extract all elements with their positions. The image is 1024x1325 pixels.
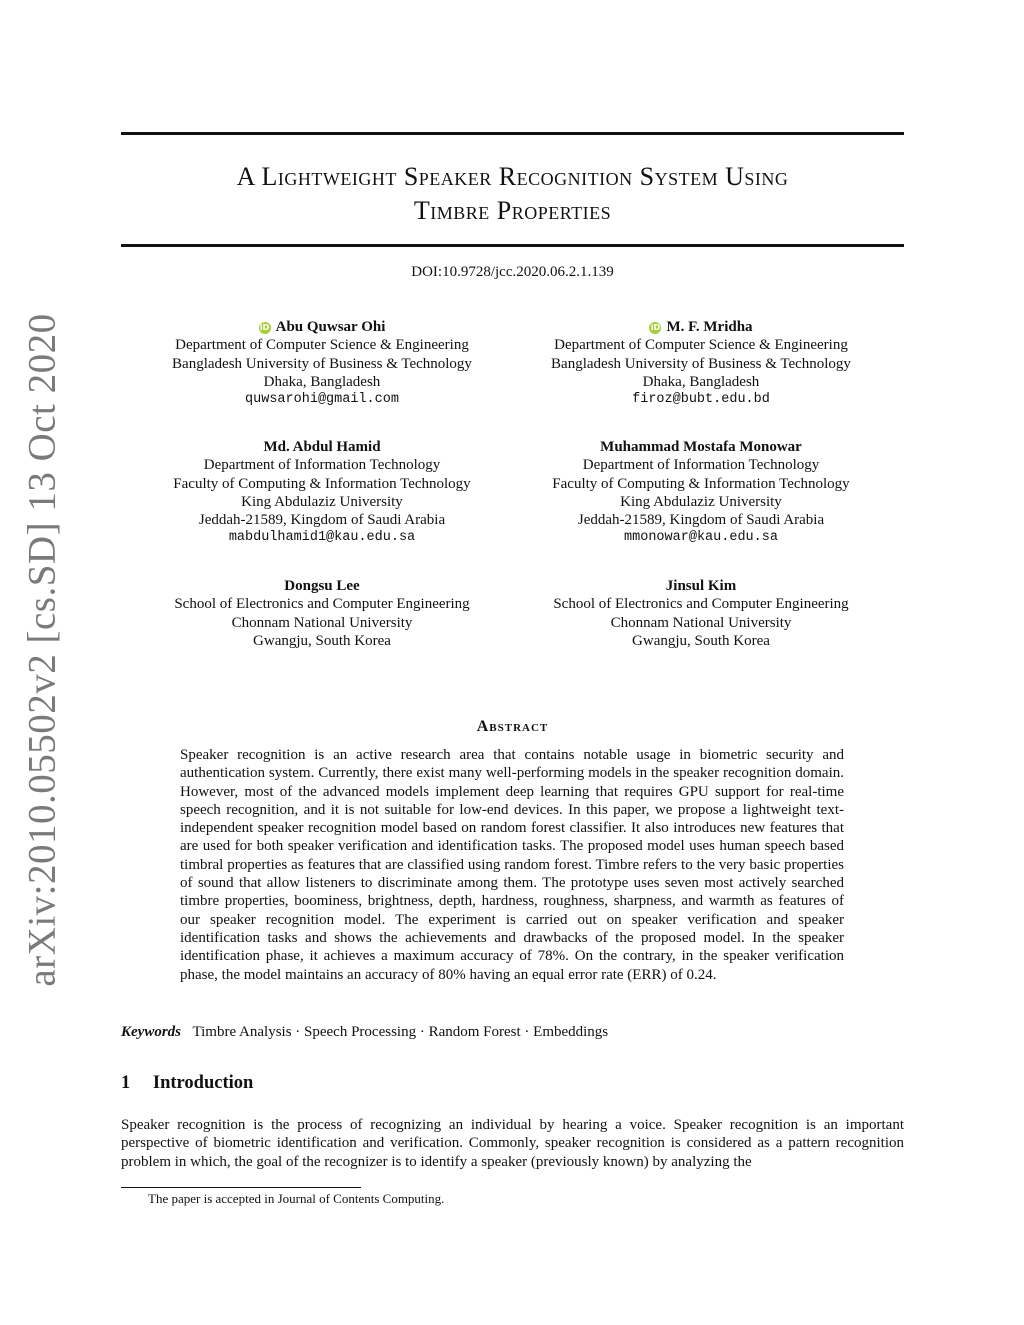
- author-name: Muhammad Mostafa Monowar: [600, 439, 802, 455]
- author-block: [127, 577, 517, 650]
- author-block: [127, 318, 517, 409]
- author-name: Jinsul Kim: [665, 578, 737, 594]
- author-affiliation: Department of Information Technology: [203, 457, 441, 474]
- author-affiliation: King Abdulaziz University: [241, 493, 403, 510]
- author-affiliation: Jeddah-21589, Kingdom of Saudi Arabia: [198, 512, 446, 529]
- footnote: The paper is accepted in Journal of Contents Computing.: [148, 1191, 445, 1206]
- author-affiliation: Department of Computer Science & Engineering: [175, 337, 469, 354]
- author-affiliation: Bangladesh University of Business & Technology: [551, 355, 851, 372]
- author-affiliation: School of Electronics and Computer Engineering: [174, 596, 470, 613]
- author-block: [506, 438, 896, 548]
- keywords: [121, 1024, 904, 1041]
- author-affiliation: King Abdulaziz University: [620, 493, 782, 510]
- introduction-text: Speaker recognition is the process of recognizing an individual by hearing a voice. Speaker recognition is an important perspective of biometric identification and verification. Commonly, speaker recognition is considered as a pattern recognition problem in which, the goal of the recognizer is to identify a speaker (previously known) by analyzing the: [121, 1117, 904, 1170]
- author-block: [127, 438, 517, 548]
- author-block: [506, 318, 896, 409]
- author-email[interactable]: mabdulhamid1@kau.edu.sa: [228, 530, 416, 546]
- author-affiliation: Dhaka, Bangladesh: [263, 373, 381, 390]
- author-affiliation: Bangladesh University of Business & Technology: [172, 355, 472, 372]
- author-affiliation: Faculty of Computing & Information Technology: [173, 475, 471, 492]
- author-email[interactable]: mmonowar@kau.edu.sa: [624, 530, 778, 546]
- author-affiliation: Jeddah-21589, Kingdom of Saudi Arabia: [577, 512, 825, 529]
- paper-title: [121, 160, 904, 228]
- author-affiliation: Gwangju, South Korea: [632, 632, 770, 649]
- orcid-icon[interactable]: iD: [259, 323, 270, 332]
- author-affiliation: Gwangju, South Korea: [253, 632, 391, 649]
- keywords-label: Keywords: [121, 1024, 181, 1040]
- author-affiliation: School of Electronics and Computer Engineering: [553, 596, 849, 613]
- paper-title-line-2: Timbre Properties: [413, 196, 612, 225]
- title-rule-top: [121, 132, 904, 135]
- orcid-icon[interactable]: iD: [650, 323, 661, 332]
- author-affiliation: Department of Information Technology: [582, 457, 820, 474]
- author-affiliation: Chonnam National University: [610, 614, 792, 631]
- author-name: iD M. F. Mridha: [650, 319, 753, 335]
- title-rule-bottom: [121, 244, 904, 247]
- keywords-list: Timbre Analysis · Speech Processing · Random Forest · Embeddings: [192, 1024, 609, 1040]
- author-affiliation: Department of Computer Science & Engineering: [554, 337, 848, 354]
- author-email[interactable]: firoz@bubt.edu.bd: [632, 392, 770, 408]
- section-heading: [121, 1073, 253, 1094]
- author-affiliation: Dhaka, Bangladesh: [642, 373, 760, 390]
- author-affiliation: Faculty of Computing & Information Technology: [552, 475, 850, 492]
- author-name: iD Abu Quwsar Ohi: [259, 319, 386, 335]
- author-email[interactable]: quwsarohi@gmail.com: [245, 392, 399, 408]
- author-name: Md. Abdul Hamid: [263, 439, 381, 455]
- footnote-rule: [121, 1187, 361, 1188]
- abstract-text: Speaker recognition is an active research area that contains notable usage in biometric security and authentication system. Currently, there exist many well-performing models in the speaker recognition domain. However, most of the advanced models implement deep learning that requires GPU support for real-time speech recognition, and it is not suitable for low-end devices. In this paper, we propose a lightweight text-independent speaker recognition model based on random forest classifier. It also introduces new features that are used for both speaker verification and identification tasks. The proposed model uses human speech based timbral properties as features that are classified using random forest. Timbre refers to the very basic properties of sound that allow listeners to discriminate among them. The prototype uses seven most actively searched timbre properties, boominess, brightness, depth, hardness, roughness, sharpness, and warmth as features of our speaker recognition model. The experiment is carried out on speaker verification and speaker identification tasks and shows the achievements and drawbacks of the proposed model. In the speaker identification phase, it achieves a maximum accuracy of 78%. On the contrary, in the speaker verification phase, the model maintains an accuracy of 80% having an equal error rate (ERR) of 0.24.: [180, 747, 844, 983]
- section-number: 1: [121, 1073, 131, 1093]
- author-affiliation: Chonnam National University: [231, 614, 413, 631]
- section-title: Introduction: [152, 1073, 254, 1093]
- author-name: Dongsu Lee: [284, 578, 360, 594]
- author-block: [506, 577, 896, 650]
- doi: DOI:10.9728/jcc.2020.06.2.1.139: [411, 264, 614, 280]
- paper-title-line-1: A Lightweight Speaker Recognition System Using: [236, 162, 789, 191]
- arxiv-identifier: arXiv:2010.05502v2 [cs.SD] 13 Oct 2020: [20, 313, 64, 987]
- abstract-heading: Abstract: [476, 718, 549, 735]
